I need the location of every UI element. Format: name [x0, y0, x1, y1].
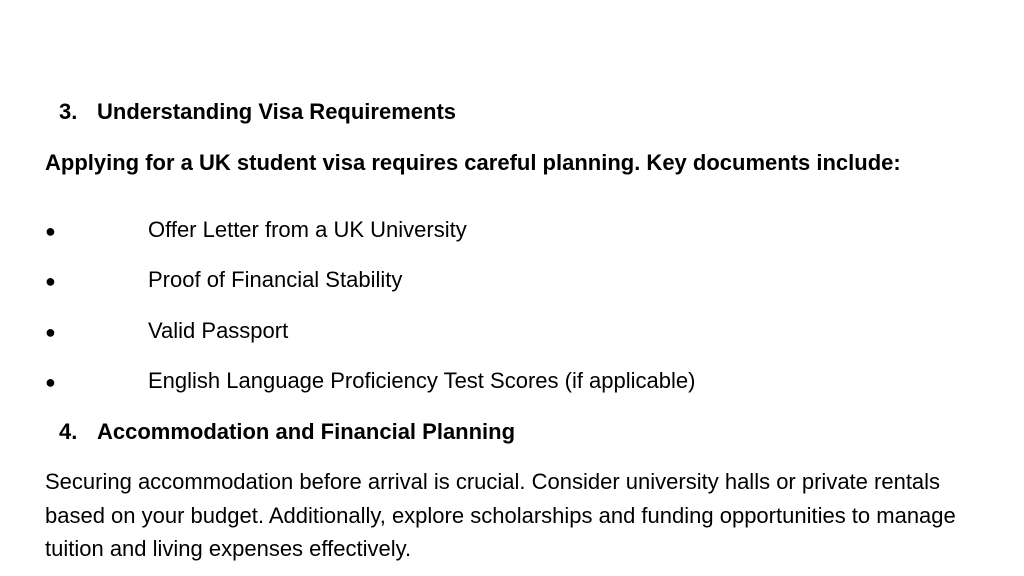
list-item-text: Offer Letter from a UK University: [148, 217, 467, 242]
list-item-text: English Language Proficiency Test Scores (if applicable): [148, 368, 696, 393]
bullet-icon: ●: [45, 221, 56, 241]
bullet-icon: ●: [45, 271, 56, 291]
visa-intro-paragraph: Applying for a UK student visa requires careful planning. Key documents include:: [45, 150, 901, 175]
bullet-icon: ●: [45, 322, 56, 342]
list-item-text: Proof of Financial Stability: [148, 267, 403, 292]
section-number: 4.: [59, 419, 78, 444]
list-item: [45, 267, 402, 294]
list-item: [45, 368, 695, 395]
list-item-text: Valid Passport: [148, 318, 289, 343]
section-heading-accommodation: [59, 419, 515, 445]
section-heading-visa: [59, 99, 456, 125]
bullet-icon: ●: [45, 372, 56, 392]
list-item: [45, 318, 288, 345]
section-number: 3.: [59, 99, 78, 124]
section-title: Understanding Visa Requirements: [97, 99, 457, 124]
section-title: Accommodation and Financial Planning: [97, 419, 516, 444]
accommodation-paragraph: Securing accommodation before arrival is crucial. Consider university halls or private rentals based on your budget. Additionally, explore scholarships and funding opportunities to manage tuition and living expenses effectively.: [45, 469, 956, 561]
list-item: [45, 217, 467, 244]
